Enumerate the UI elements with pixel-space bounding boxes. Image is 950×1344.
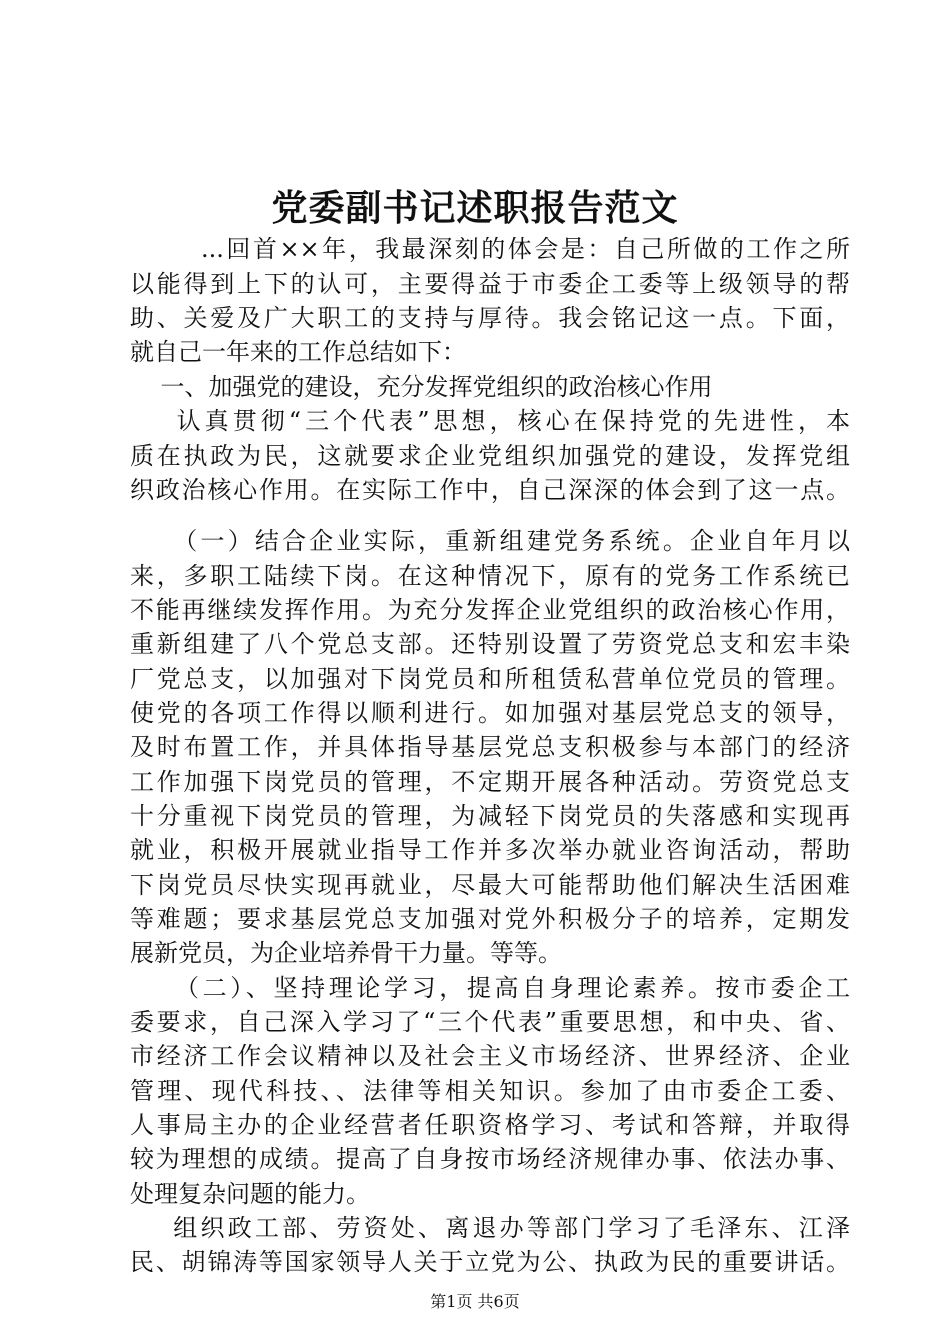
body-line: 处理复杂问题的能力。 bbox=[130, 1180, 370, 1208]
body-line: 下岗党员尽快实现再就业，尽最大可能帮助他们解决生活困难 bbox=[130, 871, 850, 899]
body-line: 委要求，自己深入学习了“三个代表”重要思想，和中央、省、 bbox=[130, 1008, 850, 1036]
body-line: 以能得到上下的认可，主要得益于市委企工委等上级领导的帮 bbox=[130, 270, 850, 298]
body-line: ...回首××年，我最深刻的体会是：自己所做的工作之所 bbox=[130, 235, 850, 263]
section-heading: 一、加强党的建设，充分发挥党组织的政治核心作用 bbox=[130, 373, 713, 401]
body-line: 认真贯彻“三个代表”思想，核心在保持党的先进性，本 bbox=[130, 407, 850, 435]
body-line: 十分重视下岗党员的管理，为减轻下岗党员的失落感和实现再 bbox=[130, 802, 850, 830]
body-line: 质在执政为民，这就要求企业党组织加强党的建设，发挥党组 bbox=[130, 442, 850, 470]
body-line: 民、胡锦涛等国家领导人关于立党为公、执政为民的重要讲话。 bbox=[130, 1248, 850, 1276]
body-line: 不能再继续发挥作用。为充分发挥企业党组织的政治核心作用， bbox=[130, 596, 850, 624]
body-line: 展新党员，为企业培养骨干力量。等等。 bbox=[130, 939, 562, 967]
body-line: 市经济工作会议精神以及社会主义市场经济、世界经济、企业 bbox=[130, 1042, 850, 1070]
body-line: （二）、坚持理论学习，提高自身理论素养。按市委企工 bbox=[130, 974, 850, 1002]
body-line: 及时布置工作，并具体指导基层党总支积极参与本部门的经济 bbox=[130, 733, 850, 761]
body-line: 较为理想的成绩。提高了自身按市场经济规律办事、依法办事、 bbox=[130, 1145, 850, 1173]
body-line: 就业，积极开展就业指导工作并多次举办就业咨询活动，帮助 bbox=[130, 836, 850, 864]
body-line: 厂党总支，以加强对下岗党员和所租赁私营单位党员的管理。 bbox=[130, 665, 850, 693]
body-line: 人事局主办的企业经营者任职资格学习、考试和答辩，并取得 bbox=[130, 1111, 850, 1139]
body-line: 管理、现代科技、、法律等相关知识。参加了由市委企工委、 bbox=[130, 1077, 850, 1105]
body-line: （一）结合企业实际，重新组建党务系统。企业自年月以 bbox=[130, 527, 850, 555]
body-line: 使党的各项工作得以顺利进行。如加强对基层党总支的领导， bbox=[130, 699, 850, 727]
body-line: 重新组建了八个党总支部。还特别设置了劳资党总支和宏丰染 bbox=[130, 630, 850, 658]
body-line: 就自己一年来的工作总结如下： bbox=[130, 338, 466, 366]
body-line: 等难题；要求基层党总支加强对党外积极分子的培养，定期发 bbox=[130, 905, 850, 933]
body-line: 助、关爱及广大职工的支持与厚待。我会铭记这一点。下面， bbox=[130, 304, 850, 332]
body-line: 组织政工部、劳资处、离退办等部门学习了毛泽东、江泽 bbox=[130, 1214, 850, 1242]
body-line: 来，多职工陆续下岗。在这种情况下，原有的党务工作系统已 bbox=[130, 562, 850, 590]
document-title: 党委副书记述职报告范文 bbox=[271, 187, 679, 229]
page-number: 第1页 共6页 bbox=[430, 1292, 520, 1311]
body-line: 工作加强下岗党员的管理，不定期开展各种活动。劳资党总支 bbox=[130, 768, 850, 796]
body-line: 织政治核心作用。在实际工作中，自己深深的体会到了这一点。 bbox=[130, 476, 850, 504]
